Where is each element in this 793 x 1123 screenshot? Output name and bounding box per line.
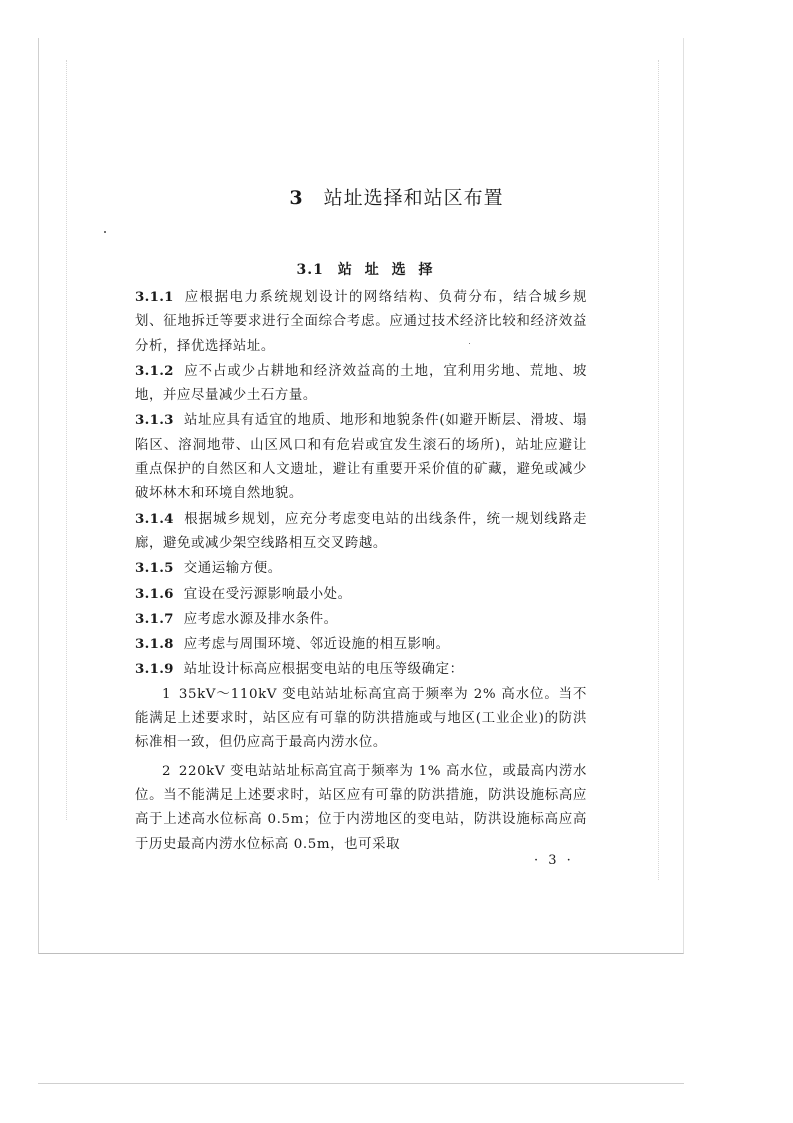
clause-number: 3.1.2 [135, 362, 174, 379]
clause-text: 宜设在受污源影响最小处。 [183, 586, 352, 602]
clause-text: 应考虑水源及排水条件。 [183, 611, 338, 627]
clause-number: 3.1.9 [135, 661, 174, 678]
body-text [135, 285, 587, 857]
clause-number: 3.1.4 [135, 510, 174, 527]
item-text: 35kV～110kV 变电站站址标高宜高于频率为 2% 高水位。当不能满足上述要求时，站区应有可靠的防洪措施或与地区(工业企业)的防洪标准相一致，但仍应高于最高内涝水位。 [135, 686, 587, 751]
clause-number: 3.1.8 [135, 636, 174, 653]
clause-3-1-8 [135, 632, 587, 657]
clause-number: 3.1.6 [135, 585, 174, 602]
clause-text: 站址应具有适宜的地质、地形和地貌条件(如避开断层、滑坡、塌陷区、溶洞地带、山区风口和有危岩或宜发生滚石的场所)，站址应避让重点保护的自然区和人文遗址，避让有重要开采价值的矿藏，避免或减少破坏林木和环境自然地貌。 [135, 413, 587, 502]
clause-text: 根据城乡规划，应充分考虑变电站的出线条件，统一规划线路走廊，避免或减少架空线路相互交叉跨越。 [135, 511, 587, 551]
chapter-title-text: 站址选择和站区布置 [323, 186, 504, 209]
item-2 [135, 760, 587, 857]
section-number: 3.1 [296, 261, 324, 278]
chapter-number: 3 [289, 186, 304, 209]
clause-3-1-6 [135, 582, 587, 607]
clause-text: 应不占或少占耕地和经济效益高的土地，宜利用劣地、荒地、坡地，并应尽量减少土石方量。 [135, 363, 587, 404]
clause-number: 3.1.1 [135, 289, 174, 305]
item-1 [135, 683, 587, 756]
clause-number: 3.1.7 [135, 610, 174, 627]
bottom-rule [38, 1083, 684, 1084]
item-number: 2 [162, 763, 171, 779]
clause-number: 3.1.3 [135, 412, 174, 429]
clause-text: 应根据电力系统规划设计的网络结构、负荷分布，结合城乡规划、征地拆迁等要求进行全面综合考虑。应通过技术经济比较和经济效益分析，择优选择站址。 [135, 290, 587, 354]
clause-3-1-7 [135, 607, 587, 632]
clause-3-1-5 [135, 556, 587, 581]
clause-text: 交通运输方便。 [183, 561, 282, 577]
section-title-text: 站 址 选 择 [337, 261, 437, 278]
clause-3-1-3 [135, 408, 587, 506]
scan-speck [104, 231, 106, 233]
page-number: · 3 · [534, 853, 574, 868]
clause-text: 站址设计标高应根据变电站的电压等级确定： [183, 662, 464, 678]
scan-dots-left [66, 60, 68, 820]
section-title [0, 259, 733, 279]
item-text: 220kV 变电站站址标高宜高于频率为 1% 高水位，或最高内涝水位。当不能满足上述要求时，站区应有可靠的防洪措施，防洪设施标高应高于上述高水位标高 0.5m；位于内涝地区的变电站，防洪设施标高应高于历史最高内涝水位标高 0.5m，也可采取 [135, 763, 587, 852]
item-number: 1 [162, 686, 171, 702]
clause-3-1-1 [135, 285, 587, 359]
clause-3-1-9 [135, 657, 587, 682]
clause-number: 3.1.5 [135, 560, 174, 577]
clause-text: 应考虑与周围环境、邻近设施的相互影响。 [183, 637, 450, 653]
clause-3-1-4 [135, 507, 587, 557]
clause-3-1-2 [135, 359, 587, 409]
chapter-title [0, 183, 793, 210]
